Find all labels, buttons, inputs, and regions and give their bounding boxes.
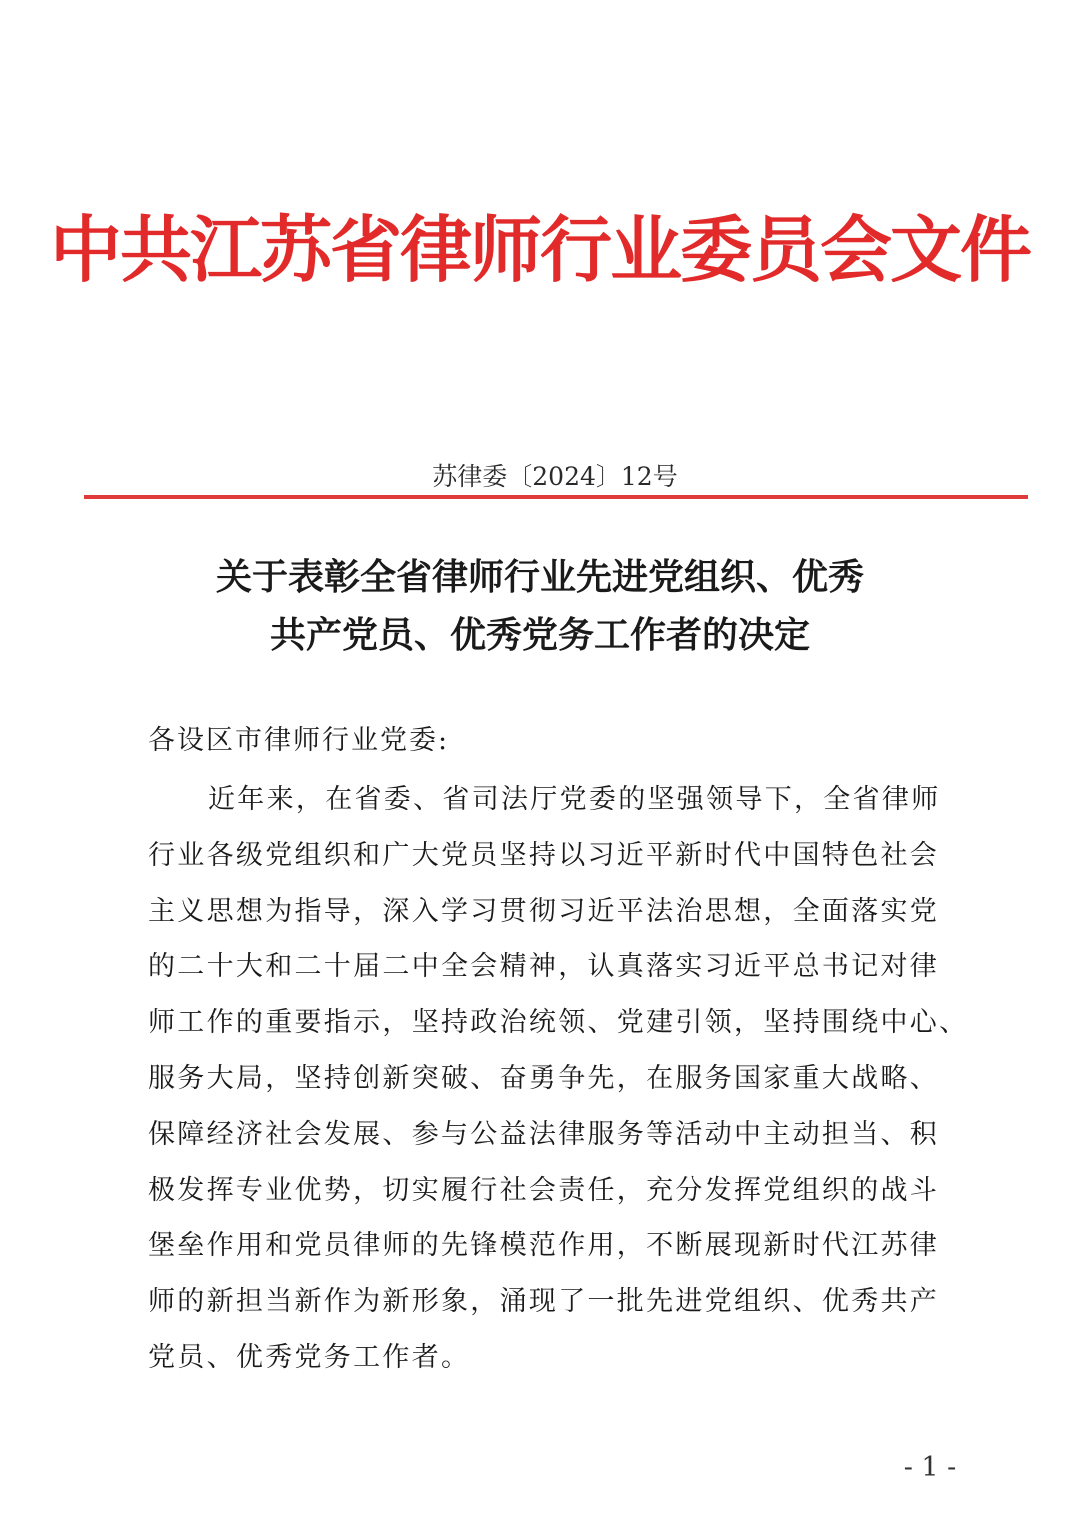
body-line: 近年来，在省委、省司法厅党委的坚强领导下，全省律师: [208, 784, 941, 815]
document-number: 苏律委〔2024〕12号: [432, 462, 678, 491]
title-line-2: 共产党员、优秀党务工作者的决定: [269, 614, 810, 656]
document-masthead: 中共江苏省律师行业委员会文件: [49, 208, 1030, 292]
body-line: 主义思想为指导，深入学习贯彻习近平法治思想，全面落实党: [148, 895, 940, 927]
body-paragraph: [148, 772, 969, 1386]
body-line: 的二十大和二十届二中全会精神，认真落实习近平总书记对律: [148, 951, 940, 983]
salutation: 各设区市律师行业党委:: [148, 725, 450, 756]
body-line: 服务大局，坚持创新突破、奋勇争先，在服务国家重大战略、: [148, 1062, 940, 1094]
page-number: - 1 -: [903, 1452, 957, 1483]
body-line: 行业各级党组织和广大党员坚持以习近平新时代中国特色社会: [148, 839, 940, 871]
body-line: 师的新担当新作为新形象，涌现了一批先进党组织、优秀共产: [148, 1286, 940, 1318]
body-line: 党员、优秀党务工作者。: [148, 1341, 471, 1373]
body-line: 保障经济社会发展、参与公益法律服务等活动中主动担当、积: [148, 1118, 940, 1150]
title-line-1: 关于表彰全省律师行业先进党组织、优秀: [215, 556, 864, 598]
red-separator-line: [84, 495, 1028, 499]
body-line: 堡垒作用和党员律师的先锋模范作用，不断展现新时代江苏律: [148, 1230, 940, 1262]
document-title: [0, 548, 1080, 664]
body-line: 师工作的重要指示，坚持政治统领、党建引领，坚持围绕中心、: [148, 1007, 969, 1039]
body-line: 极发挥专业优势，切实履行社会责任，充分发挥党组织的战斗: [148, 1174, 940, 1206]
